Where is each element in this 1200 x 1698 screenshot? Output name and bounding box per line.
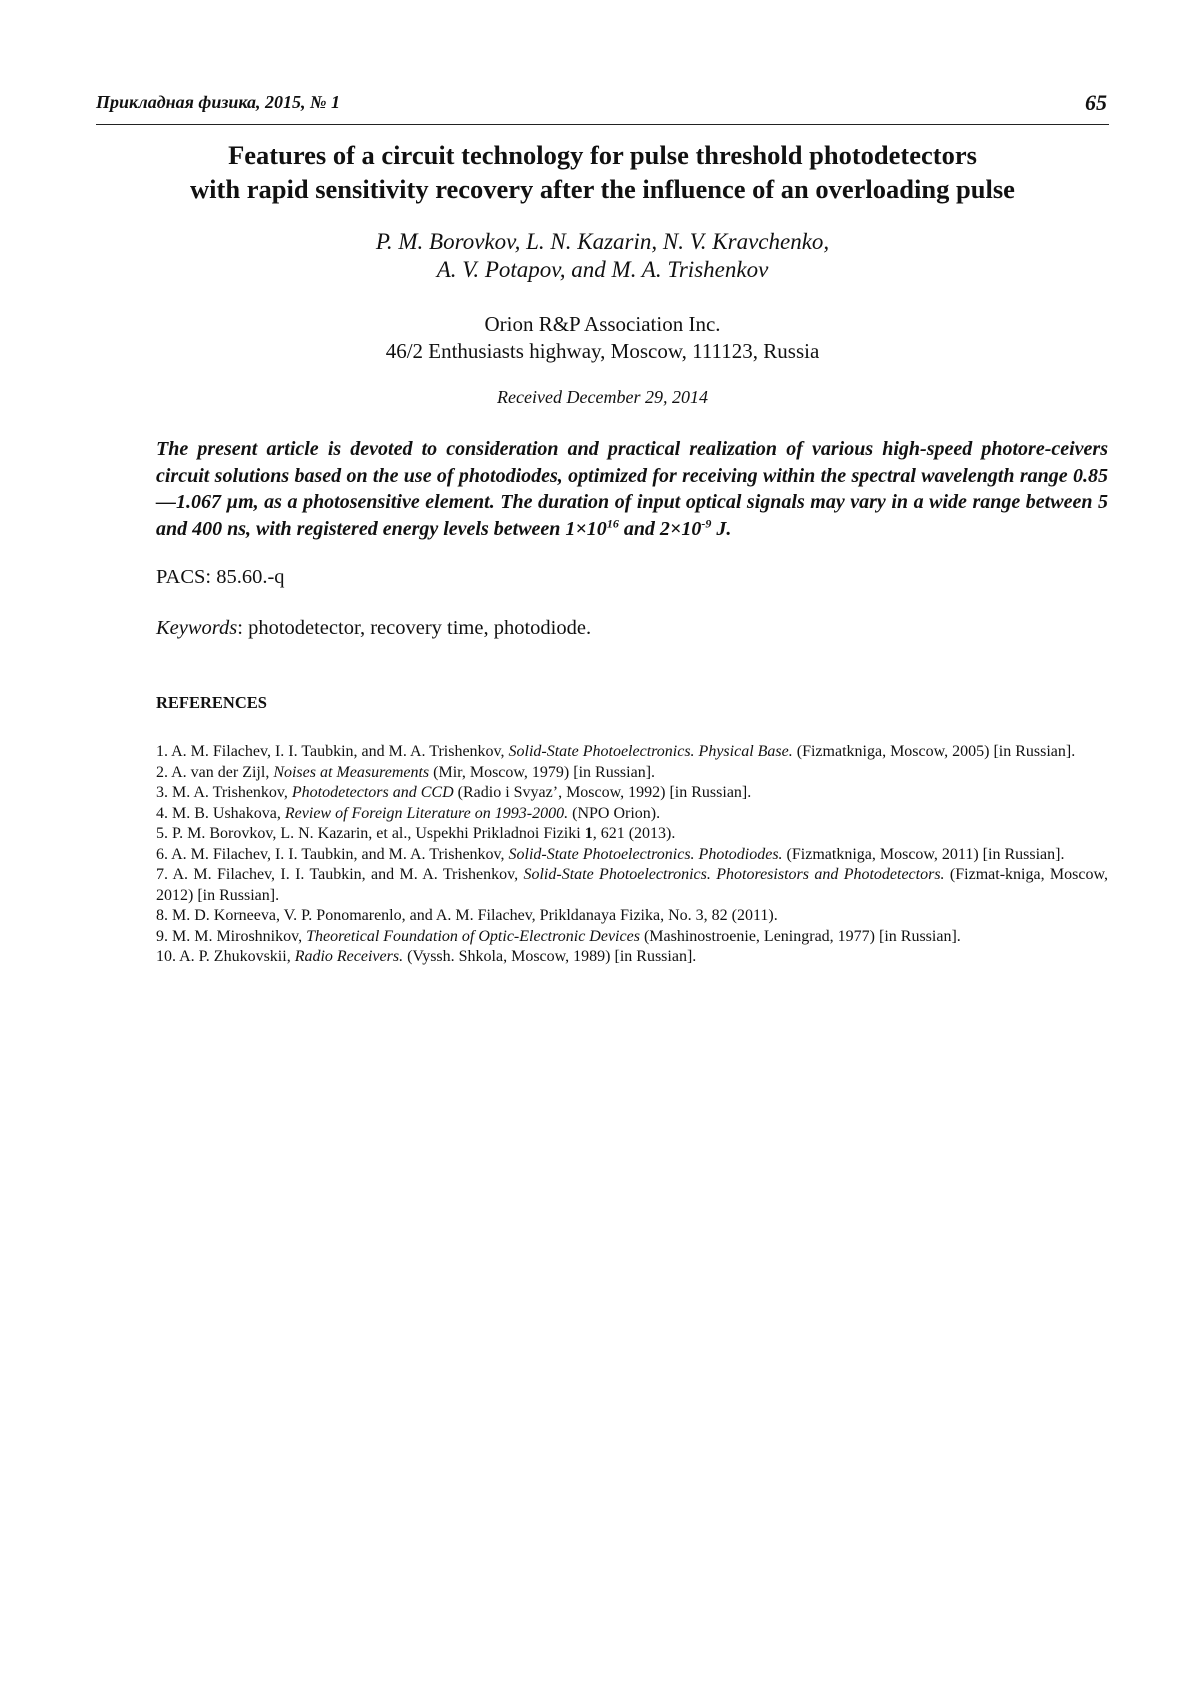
reference-item: 5. P. M. Borovkov, L. N. Kazarin, et al., Uspekhi Prikladnoi Fiziki 1, 621 (2013).	[156, 825, 676, 842]
reference-item: 7. A. M. Filachev, I. I. Taubkin, and M. A. Trishenkov, Solid-State Photoelectronics. Photoresistors and Photodetectors. (Fizmat-kniga, Moscow, 2012) [in Russian].	[156, 866, 1108, 904]
abstract-text: J.	[711, 517, 732, 540]
running-header	[96, 92, 1109, 125]
page-number: 65	[1085, 90, 1107, 115]
reference-item: 1. A. M. Filachev, I. I. Taubkin, and M. A. Trishenkov, Solid-State Photoelectronics. Physical Base. (Fizmatkniga, Moscow, 2005) [in Russian].	[156, 743, 1076, 760]
authors-line: A. V. Potapov, and M. A. Trishenkov	[436, 257, 769, 282]
authors-line: P. M. Borovkov, L. N. Kazarin, N. V. Kravchenko,	[375, 229, 830, 254]
journal-name: Прикладная физика, 2015, № 1	[96, 92, 341, 112]
keywords	[156, 617, 591, 640]
abstract	[156, 436, 1108, 542]
keywords-text: : photodetector, recovery time, photodiode.	[237, 617, 592, 639]
reference-item: 4. M. B. Ushakova, Review of Foreign Literature on 1993-2000. (NPO Orion).	[156, 804, 661, 822]
authors	[96, 228, 1109, 284]
affiliation-line: 46/2 Enthusiasts highway, Moscow, 111123, Russia	[385, 339, 820, 363]
references-list	[156, 742, 1108, 968]
keywords-label: Keywords	[156, 617, 238, 639]
abstract-text: The present article is devoted to consideration and practical realization of various high-speed photore-ceivers circuit solutions based on the use of photodiodes, optimized for receiving within the spectral wavelength range 0.85—1.067 µm, as a photosensitive element. The duration of input optical signals may vary in a wide range between 5 and 400 ns, with registered energy levels between 1×10	[156, 438, 1108, 540]
affiliation	[96, 311, 1109, 365]
references-heading: REFERENCES	[156, 693, 267, 712]
reference-item: 2. A. van der Zijl, Noises at Measurements (Mir, Moscow, 1979) [in Russian].	[156, 763, 656, 781]
reference-item: 8. M. D. Korneeva, V. P. Ponomarenlo, and A. M. Filachev, Prikldanaya Fizika, No. 3, 82 (2011).	[156, 907, 778, 924]
exponent: 16	[606, 515, 619, 530]
pacs: PACS: 85.60.-q	[156, 566, 285, 588]
reference-item: 9. M. M. Miroshnikov, Theoretical Foundation of Optic-Electronic Devices (Mashinostroenie, Leningrad, 1977) [in Russian].	[156, 927, 961, 945]
exponent: -9	[701, 515, 712, 530]
title-line: Features of a circuit technology for pulse threshold photodetectors	[228, 140, 977, 170]
received-date: Received December 29, 2014	[497, 387, 708, 407]
article-title	[96, 138, 1109, 206]
affiliation-line: Orion R&P Association Inc.	[484, 312, 721, 336]
reference-item: 10. A. P. Zhukovskii, Radio Receivers. (Vyssh. Shkola, Moscow, 1989) [in Russian].	[156, 948, 697, 965]
title-line: with rapid sensitivity recovery after the influence of an overloading pulse	[190, 174, 1015, 204]
reference-item: 6. A. M. Filachev, I. I. Taubkin, and M. A. Trishenkov, Solid-State Photoelectronics. Photodiodes. (Fizmatkniga, Moscow, 2011) [in Russian].	[156, 845, 1065, 863]
reference-item: 3. M. A. Trishenkov, Photodetectors and CCD (Radio i Svyaz’, Moscow, 1992) [in Russian].	[156, 784, 752, 801]
abstract-text: and 2×10	[618, 517, 702, 540]
